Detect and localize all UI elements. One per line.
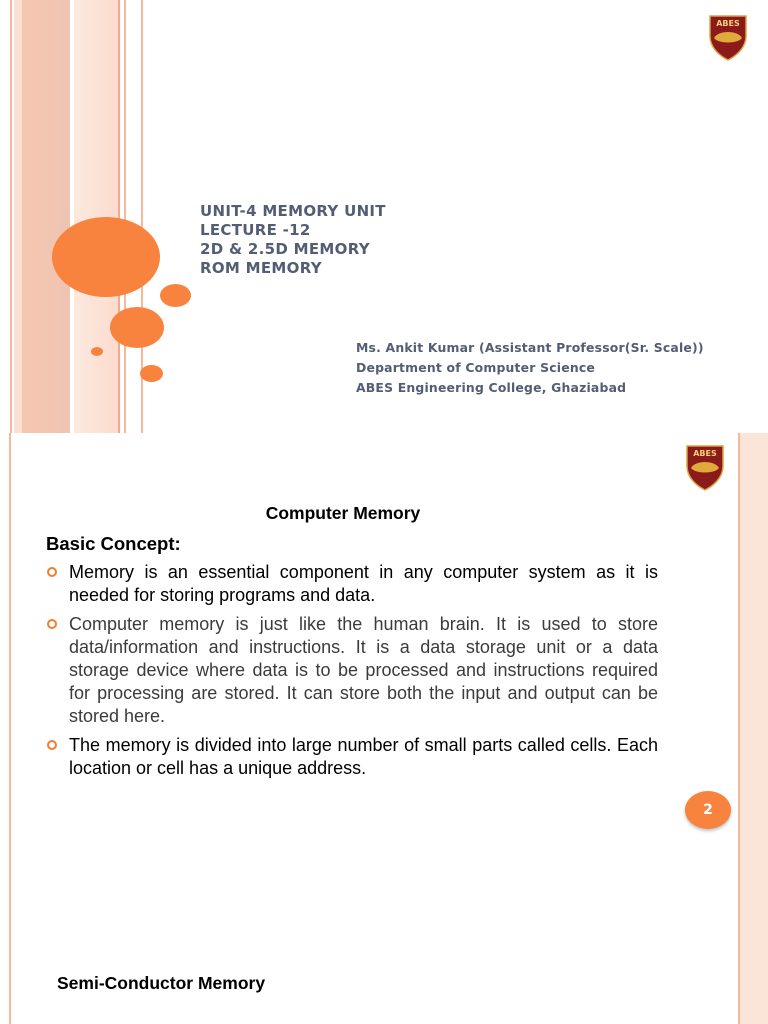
content-slide bbox=[0, 433, 768, 866]
slide-heading: Computer Memory bbox=[265, 503, 421, 523]
ring-bullet-icon bbox=[47, 567, 57, 577]
author-department: Department of Computer Science bbox=[356, 360, 595, 375]
left-stripe-line bbox=[9, 866, 11, 1024]
abes-logo bbox=[706, 14, 750, 62]
right-stripe-band bbox=[740, 866, 768, 1024]
author-college: ABES Engineering College, Ghaziabad bbox=[356, 380, 627, 395]
bullet-text: The memory is divided into large number of small parts called cells. Each location or cell has a unique address. bbox=[69, 735, 658, 778]
semiconductor-memory-heading: Semi-Conductor Memory bbox=[57, 973, 266, 993]
decorative-circle-large bbox=[52, 217, 160, 297]
title-line-lecture: LECTURE -12 bbox=[200, 221, 311, 239]
right-stripe-band bbox=[740, 433, 768, 866]
decorative-circle-small-2 bbox=[140, 365, 163, 382]
left-stripe-decoration bbox=[0, 0, 148, 433]
page-number-badge: 2 bbox=[685, 791, 731, 829]
title-line-topic: 2D & 2.5D MEMORY bbox=[200, 240, 370, 258]
basic-concept-heading: Basic Concept: bbox=[46, 533, 181, 554]
left-stripe-line bbox=[9, 433, 11, 866]
lecture-title bbox=[200, 202, 386, 278]
next-slide bbox=[0, 866, 768, 1024]
logo-text: ABES bbox=[716, 19, 740, 28]
right-stripe-line bbox=[738, 433, 740, 866]
bullet-list bbox=[46, 561, 658, 786]
bullet-item bbox=[46, 613, 658, 728]
ring-bullet-icon bbox=[47, 619, 57, 629]
author-info bbox=[356, 338, 704, 398]
abes-logo bbox=[683, 444, 727, 492]
right-stripe-line bbox=[738, 866, 740, 1024]
bullet-item bbox=[46, 734, 658, 780]
decorative-circle-tiny bbox=[91, 347, 103, 356]
title-slide bbox=[0, 0, 768, 433]
title-line-unit: UNIT-4 MEMORY UNIT bbox=[200, 202, 386, 220]
logo-text: ABES bbox=[693, 449, 717, 458]
decorative-circle-medium bbox=[110, 307, 164, 348]
ring-bullet-icon bbox=[47, 740, 57, 750]
bullet-text: Memory is an essential component in any computer system as it is needed for storing programs and data. bbox=[69, 562, 658, 605]
bullet-text: Computer memory is just like the human brain. It is used to store data/information and instructions. It is a data storage unit or a data storage device where data is to be processed and instructions required for processing are stored. It can store both the input and output can be stored here. bbox=[69, 614, 658, 726]
decorative-circle-small bbox=[160, 284, 191, 307]
title-line-subtopic: ROM MEMORY bbox=[200, 259, 322, 277]
author-name: Ms. Ankit Kumar (Assistant Professor(Sr. Scale)) bbox=[356, 340, 704, 355]
bullet-item bbox=[46, 561, 658, 607]
